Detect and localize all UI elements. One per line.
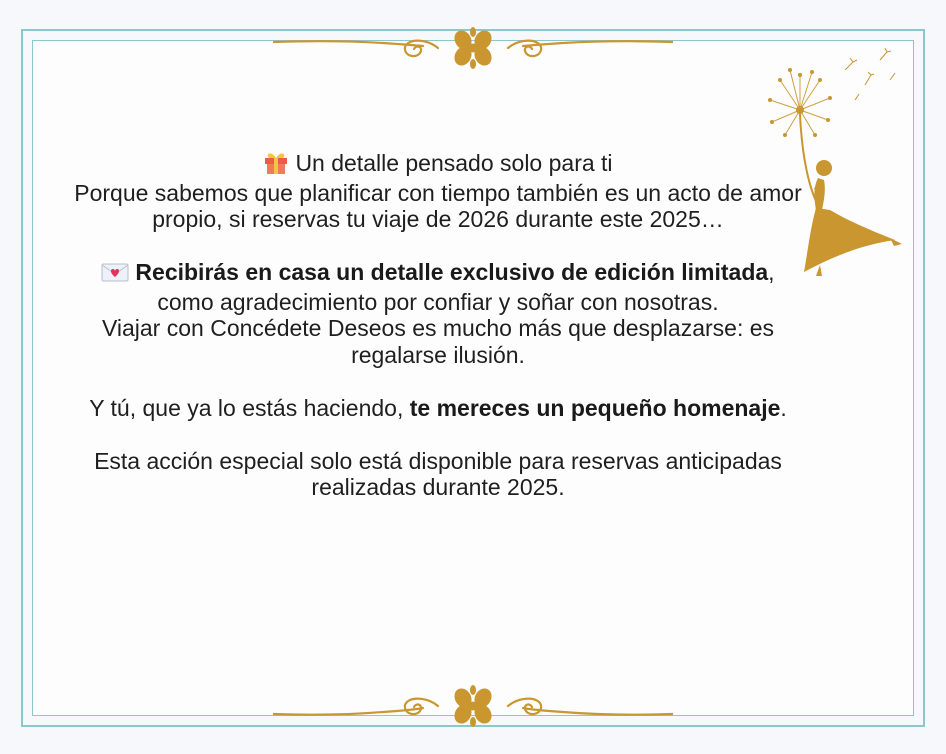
intro-paragraph: Porque sabemos que planificar con tiempo también es un acto de amor propio, si reservas tu viaje de 2026 durante este 2025… [74,179,802,232]
gift-paragraph [72,259,804,315]
gift-rest-text: , como agradecimiento por confiar y soñar con nosotras. [157,259,775,315]
top-flourish-ornament [273,26,673,70]
bottom-flourish-ornament [273,684,673,728]
message-body [72,150,804,501]
travel-paragraph: Viajar con Concédete Deseos es mucho más que desplazarse: es regalarse ilusión. [101,315,775,368]
heading-text: Un detalle pensado solo para ti [295,150,613,176]
love-letter-icon [101,261,129,289]
heading-line [72,150,804,180]
gift-bold-text: Recibirás en casa un detalle exclusivo de edición limitada [135,259,769,285]
homage-paragraph [72,395,804,422]
gift-icon [263,150,289,180]
homage-suffix-text: . [780,394,787,421]
conditions-paragraph: Esta acción especial solo está disponible para reservas anticipadas realizadas durante 2025. [94,447,782,500]
homage-prefix-text: Y tú, que ya lo estás haciendo, [89,394,410,421]
homage-bold-text: te mereces un pequeño homenaje [409,394,781,421]
